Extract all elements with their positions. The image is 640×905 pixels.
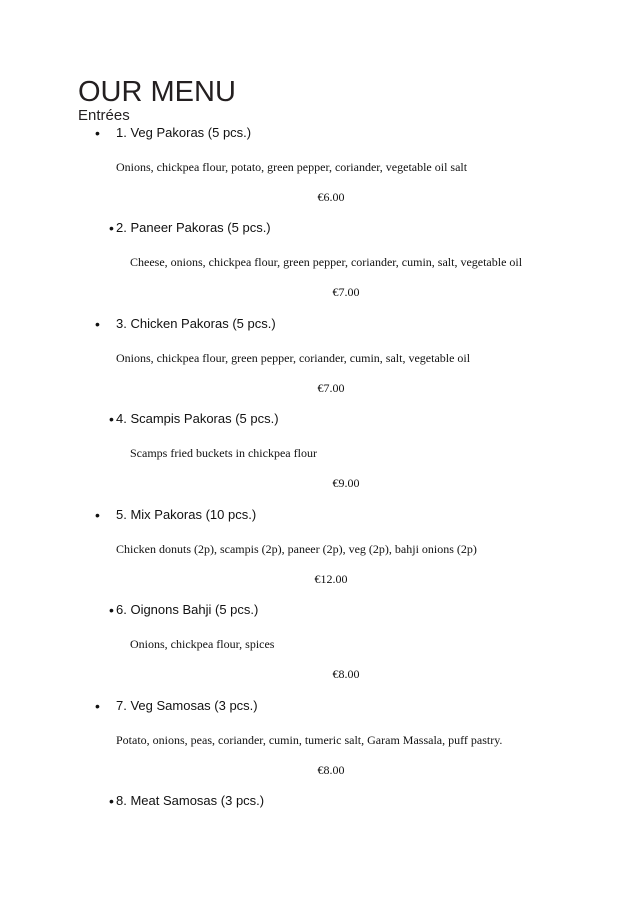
item-description: Onions, chickpea flour, spices	[130, 637, 275, 651]
item-name: 7. Veg Samosas (3 pcs.)	[116, 698, 258, 713]
menu-item	[0, 602, 640, 698]
bullet-icon: •	[95, 125, 100, 141]
bullet-icon: •	[95, 316, 100, 332]
item-name: 5. Mix Pakoras (10 pcs.)	[116, 507, 257, 522]
item-price: €8.00	[332, 667, 360, 681]
section-heading: Entrées	[78, 107, 130, 124]
bullet-icon: •	[109, 602, 114, 618]
bullet-icon: •	[95, 507, 100, 523]
item-name: 8. Meat Samosas (3 pcs.)	[116, 793, 265, 808]
menu-item	[0, 411, 640, 507]
menu-title: OUR MENU	[78, 76, 236, 108]
item-name: 3. Chicken Pakoras (5 pcs.)	[116, 316, 276, 331]
item-description: Onions, chickpea flour, potato, green pepper, coriander, vegetable oil salt	[116, 160, 468, 174]
bullet-icon: •	[109, 411, 114, 427]
item-description: Chicken donuts (2p), scampis (2p), paneer (2p), veg (2p), bahji onions (2p)	[116, 542, 477, 556]
item-price: €8.00	[317, 763, 345, 777]
menu-item	[0, 793, 640, 823]
item-description: Cheese, onions, chickpea flour, green pepper, coriander, cumin, salt, vegetable oil	[130, 255, 523, 269]
item-name: 2. Paneer Pakoras (5 pcs.)	[116, 220, 271, 235]
menu-item	[0, 507, 640, 603]
bullet-icon: •	[95, 698, 100, 714]
menu-item	[0, 316, 640, 412]
menu-item	[0, 220, 640, 316]
item-price: €12.00	[314, 572, 348, 586]
item-name: 1. Veg Pakoras (5 pcs.)	[116, 125, 252, 140]
item-price: €9.00	[332, 476, 360, 490]
item-description: Onions, chickpea flour, green pepper, coriander, cumin, salt, vegetable oil	[116, 351, 471, 365]
item-description: Potato, onions, peas, coriander, cumin, tumeric salt, Garam Massala, puff pastry.	[116, 733, 503, 747]
item-name: 6. Oignons Bahji (5 pcs.)	[116, 602, 259, 617]
item-price: €6.00	[317, 190, 345, 204]
menu-item	[0, 125, 640, 221]
item-description: Scamps fried buckets in chickpea flour	[130, 446, 317, 460]
item-price: €7.00	[317, 381, 345, 395]
bullet-icon: •	[109, 793, 114, 809]
bullet-icon: •	[109, 220, 114, 236]
item-price: €7.00	[332, 285, 360, 299]
menu-item	[0, 698, 640, 794]
item-name: 4. Scampis Pakoras (5 pcs.)	[116, 411, 279, 426]
